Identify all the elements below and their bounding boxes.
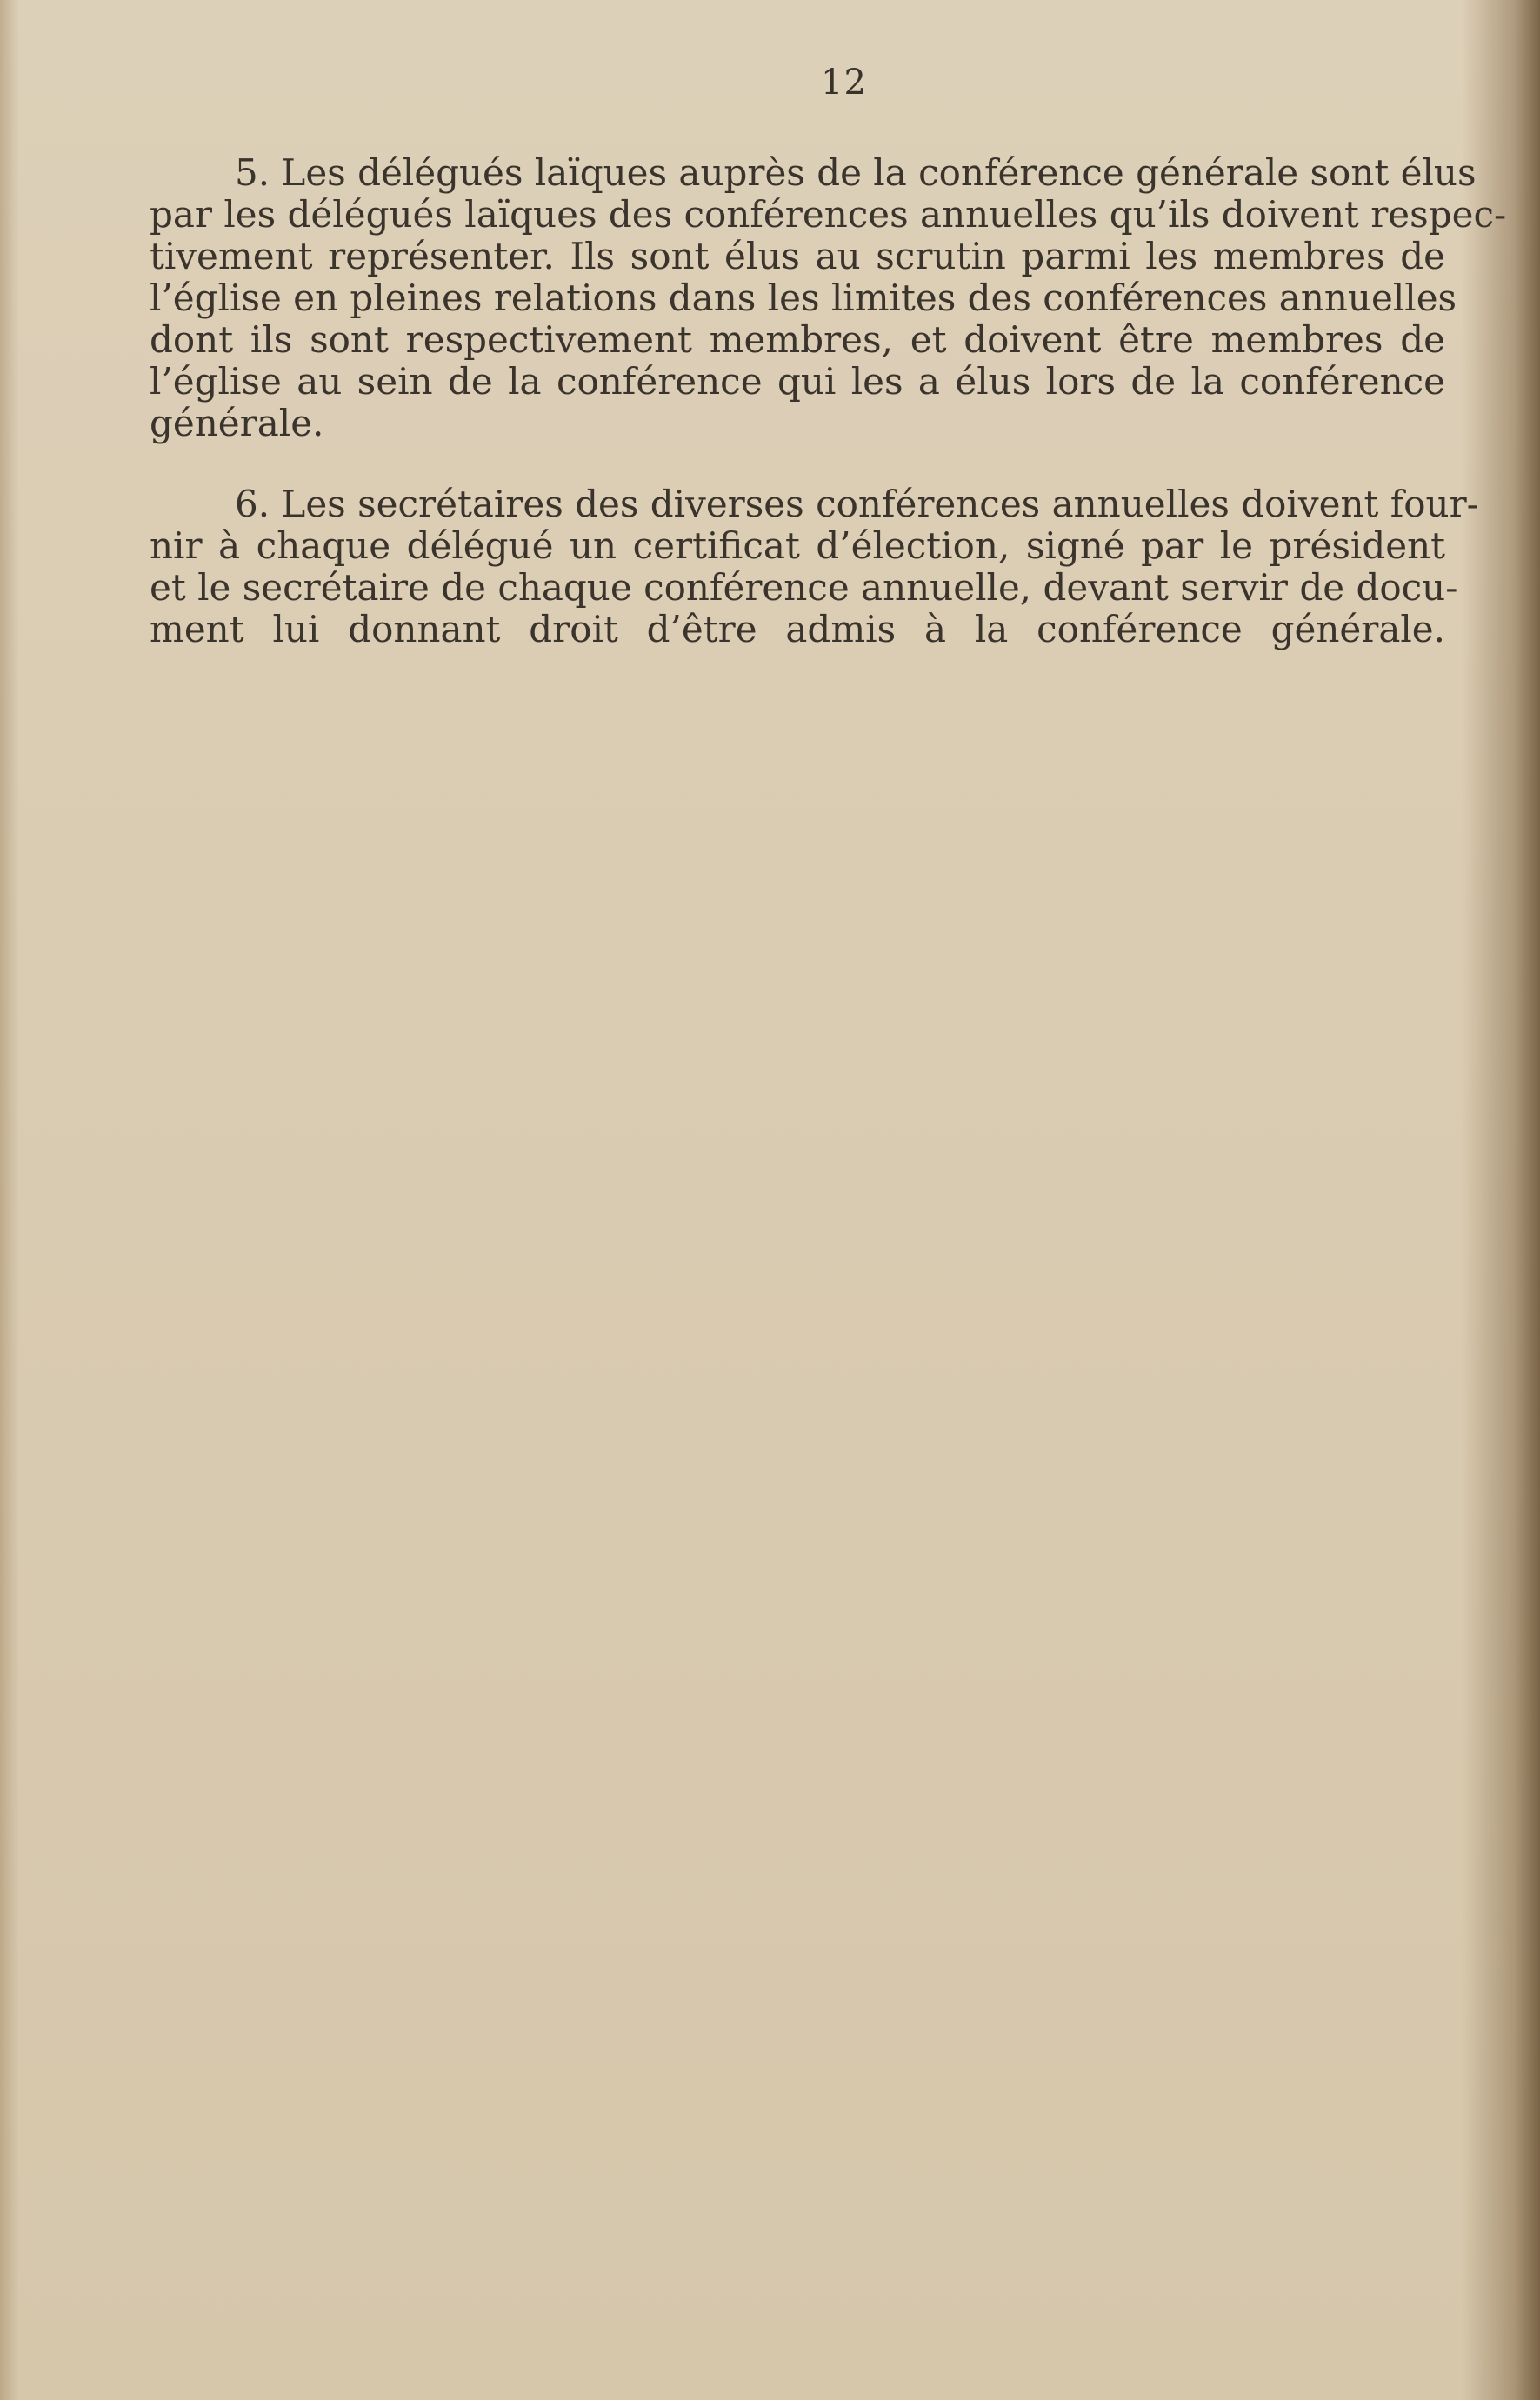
page-number: 12 [821,63,867,103]
paragraph-line: générale. [150,402,324,444]
paragraph-6 [150,483,1479,650]
paragraph-line: 5. Les délégués laïques auprès de la conférence générale sont élus [235,151,1477,194]
paragraph-line: 6. Les secrétaires des diverses conférences annuelles doivent four- [235,483,1479,525]
paragraph-line: par les délégués laïques des conférences annuelles qu’ils doivent respec- [150,193,1507,236]
paragraph-line: tivement représenter. Ils sont élus au scrutin parmi les membres de [150,235,1445,277]
paragraph-line: l’église en pleines relations dans les limites des conférences annuelles [150,277,1457,319]
paragraph-line: et le secrétaire de chaque conférence annuelle, devant servir de docu- [150,566,1458,609]
paragraph-line: ment lui donnant droit d’être admis à la conférence générale. [150,608,1445,650]
paragraph-line: dont ils sont respectivement membres, et doivent être membres de [150,318,1445,361]
paragraph-5 [150,151,1507,444]
paragraph-line: nir à chaque délégué un certificat d’élection, signé par le président [150,524,1445,567]
paragraph-line: l’église au sein de la conférence qui les a élus lors de la conférence [150,360,1445,403]
